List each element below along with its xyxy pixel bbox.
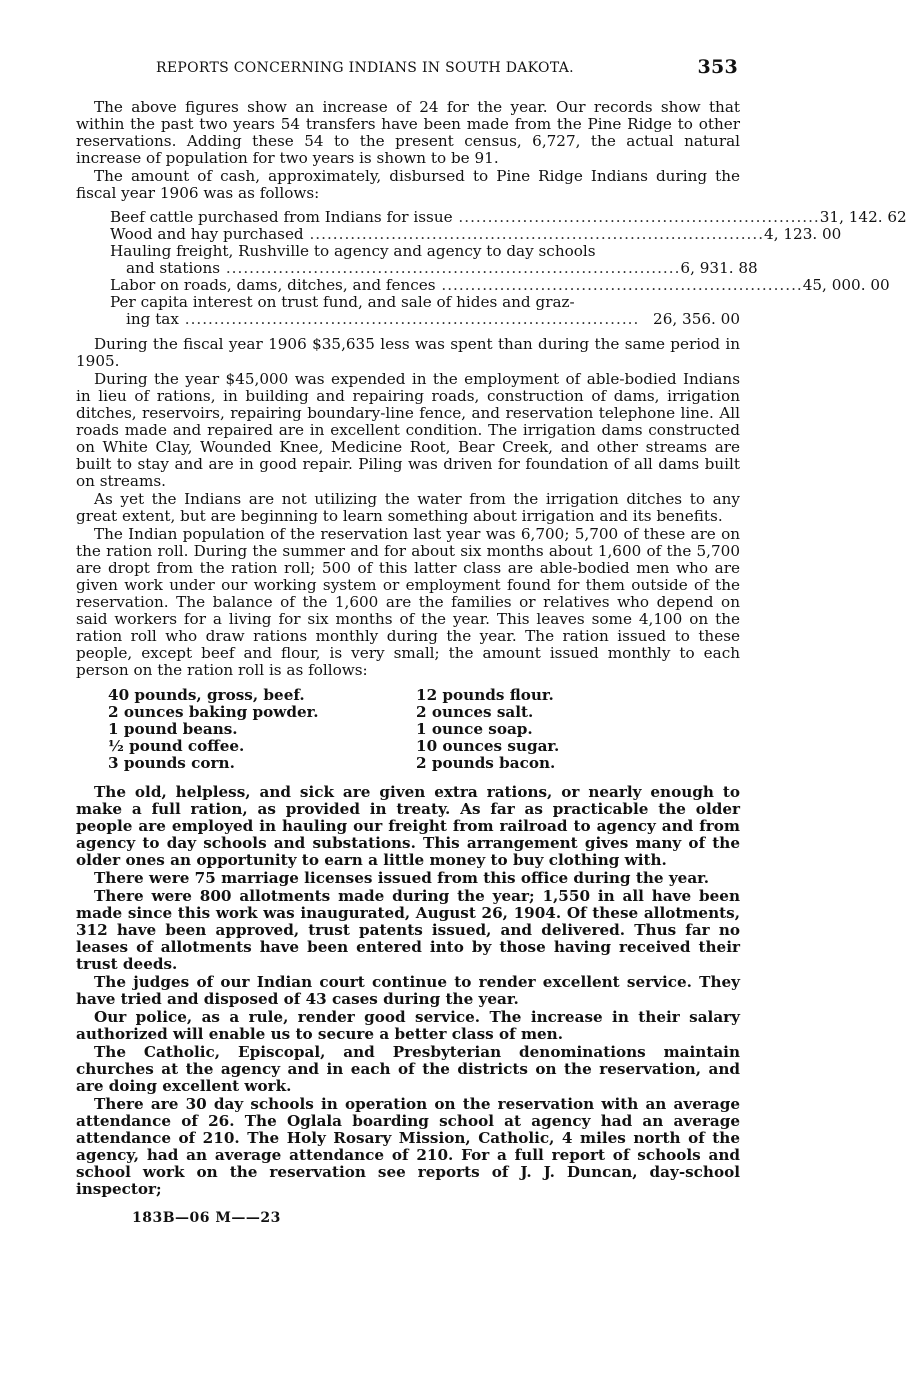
paragraph-schools: There are 30 day schools in operation on the reservation with an average attendance of 26. The Oglala boarding school at agency had an average attendance of 210. The Holy Rosary Mission, Catholic, 4 miles north of the agency, had an average attendance of 210. For a full report of schools and school work on the reservation see reports of J. J. Duncan, day-school inspector; bbox=[76, 1095, 740, 1198]
paragraph-allotments: There were 800 allotments made during the year; 1,550 in all have been made since this work was inaugurated, August 26, 1904. Of these allotments, 312 have been approved, trust patents issued, and delivered. Thus far no leases of allotments have been entered into by those having received their trust deeds. bbox=[76, 887, 740, 973]
paragraph-ration-roll: The Indian population of the reservation last year was 6,700; 5,700 of these are on the ration roll. During the summer and for about six months about 1,600 of the 5,700 are dropt from the ration roll; 500 of this latter class are able-bodied men who are given work under our working system or employment found for them outside of the reservation. The balance of the 1,600 are the families or relatives who depend on said workers for a living for six months of the year. This leaves some 4,100 on the ration roll who draw rations monthly during the year. The ration issued to these people, except beef and flour, is very small; the amount issued monthly to each person on the ration roll is as follows: bbox=[76, 525, 740, 679]
paragraph-marriage-licenses: There were 75 marriage licenses issued from this office during the year. bbox=[94, 869, 710, 887]
ration-item: 12 pounds flour. bbox=[416, 686, 554, 704]
ledger-row bbox=[110, 243, 740, 260]
ration-item: 40 pounds, gross, beef. bbox=[108, 686, 305, 704]
paragraph-cash-disbursed: The amount of cash, approximately, disbursed to Pine Ridge Indians during the fiscal year 1906 was as follows: bbox=[76, 167, 740, 202]
ledger-row-continuation: ing tax .............................................................................. 26, 356. 00 bbox=[110, 311, 740, 328]
bold-section bbox=[76, 784, 740, 1198]
ledger-row: Labor on roads, dams, ditches, and fences .............................................................. 45, 000. 00 bbox=[110, 276, 890, 294]
ledger-label: Labor on roads, dams, ditches, and fences bbox=[110, 276, 436, 294]
ledger-amount: 45, 000. 00 bbox=[802, 276, 890, 294]
ledger-label: Beef cattle purchased from Indians for issue bbox=[110, 208, 453, 226]
paragraph-population-increase: The above figures show an increase of 24 for the year. Our records show that within the past two years 54 transfers have been made from the Pine Ridge to other reservations. Adding these 54 to the present census, 6,727, the actual natural increase of population for two years is shown to be 91. bbox=[76, 98, 740, 167]
ration-item: 10 ounces sugar. bbox=[416, 737, 560, 755]
ledger-row: Wood and hay purchased .............................................................................. 4, 123. 00 bbox=[110, 225, 842, 243]
page-body bbox=[76, 98, 907, 1199]
paragraph-employment: During the year $45,000 was expended in the employment of able-bodied Indians in lieu of rations, in building and repairing roads, construction of dams, irrigation ditches, reservoirs, repairing boundary-line fence, and reservation telephone line. All roads made and repaired are in excellent condition. The irrigation dams constructed on White Clay, Wounded Knee, Medicine Root, Bear Creek, and other streams are built to stay and are in good repair. Piling was driven for foundation of all dams built on streams. bbox=[76, 370, 740, 490]
paragraph-police: Our police, as a rule, render good service. The increase in their salary authorized will enable us to secure a better class of men. bbox=[76, 1008, 740, 1043]
ration-item: 1 pound beans. bbox=[108, 720, 238, 738]
ledger-label: Wood and hay purchased bbox=[110, 225, 304, 243]
ration-item: 1 ounce soap. bbox=[416, 720, 533, 738]
page-number: 353 bbox=[697, 56, 738, 78]
ledger-label-continuation: ing tax bbox=[126, 310, 179, 328]
ledger-row: Beef cattle purchased from Indians for issue .............................................................. 31, 142. 62 bbox=[110, 208, 907, 226]
running-title: REPORTS CONCERNING INDIANS IN SOUTH DAKOTA. bbox=[156, 60, 574, 76]
running-header bbox=[76, 58, 740, 80]
ration-item: ½ pound coffee. bbox=[108, 737, 245, 755]
ledger-amount: 31, 142. 62 bbox=[819, 208, 907, 226]
ration-item: 3 pounds corn. bbox=[108, 754, 235, 772]
ledger-amount: 26, 356. 00 bbox=[653, 310, 740, 328]
paragraph-churches: The Catholic, Episcopal, and Presbyterian denominations maintain churches at the agency and in each of the districts on the reservation, and are doing excellent work. bbox=[76, 1043, 740, 1095]
signature-mark: 183B—06 M——23 bbox=[132, 1210, 281, 1226]
document-page bbox=[76, 0, 907, 1380]
ledger-label: Per capita interest on trust fund, and sale of hides and graz- bbox=[110, 293, 575, 311]
ledger-label-continuation: and stations bbox=[126, 259, 221, 277]
ration-list bbox=[108, 687, 740, 772]
paragraph-fiscal-comparison: During the fiscal year 1906 $35,635 less was spent than during the same period in 1905. bbox=[76, 335, 740, 370]
ledger-amount: 4, 123. 00 bbox=[764, 225, 842, 243]
ration-item: 2 ounces baking powder. bbox=[108, 703, 319, 721]
paragraph-irrigation: As yet the Indians are not utilizing the water from the irrigation ditches to any great extent, but are beginning to learn something about irrigation and its benefits. bbox=[76, 490, 740, 525]
ration-item: 2 ounces salt. bbox=[416, 703, 534, 721]
ration-item: 2 pounds bacon. bbox=[416, 754, 556, 772]
ledger-label: Hauling freight, Rushville to agency and agency to day schools bbox=[110, 242, 596, 260]
ledger-row bbox=[110, 294, 740, 311]
paragraph-extra-rations: The old, helpless, and sick are given extra rations, or nearly enough to make a full ration, as provided in treaty. As far as practicable the older people are employed in hauling our freight from railroad to agency and from agency to day schools and substations. This arrangement gives many of the older ones an opportunity to earn a little money to buy clothing with. bbox=[76, 783, 740, 869]
ledger-row-continuation: and stations .............................................................................. 6, 931. 88 bbox=[110, 260, 740, 277]
paragraph-indian-court: The judges of our Indian court continue to render excellent service. They have tried and disposed of 43 cases during the year. bbox=[76, 973, 740, 1008]
ledger-amount: 6, 931. 88 bbox=[680, 259, 758, 277]
disbursement-ledger bbox=[110, 208, 907, 328]
